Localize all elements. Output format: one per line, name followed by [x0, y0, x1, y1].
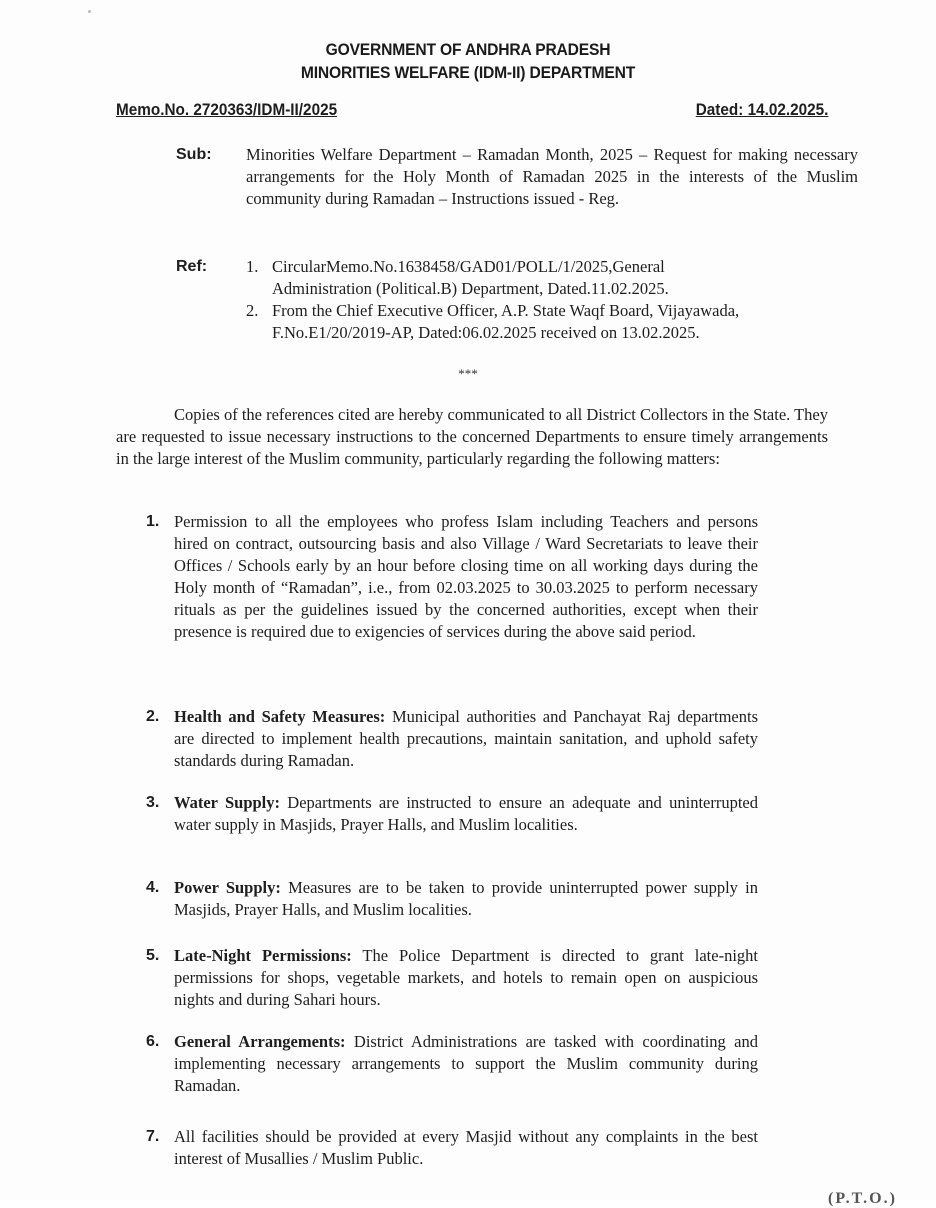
- references-list: [246, 256, 858, 344]
- memo-number: Memo.No. 2720363/IDM-II/2025: [116, 100, 338, 119]
- item-text: The Police Department is directed to grant late-night permissions for shops, vegetable markets, and hotels to remain open on auspicious nights and during Sahari hours.: [174, 946, 758, 1009]
- reference-line: Administration (Political.B) Department, Dated.11.02.2025.: [272, 279, 669, 298]
- intro-paragraph: [116, 404, 828, 470]
- instruction-item: [146, 1031, 758, 1097]
- item-number: 1.: [146, 513, 160, 530]
- item-text: District Administrations are tasked with coordinating and implementing necessary arrangements to support the Muslim community during Ramadan.: [174, 1032, 758, 1095]
- item-heading: Water Supply:: [174, 793, 281, 812]
- item-number: 2.: [146, 708, 160, 725]
- item-text: Departments are instructed to ensure an adequate and uninterrupted water supply in Masjids, Prayer Halls, and Muslim localities.: [174, 793, 758, 834]
- item-text: Municipal authorities and Panchayat Raj departments are directed to implement health precautions, maintain sanitation, and uphold safety standards during Ramadan.: [174, 707, 758, 770]
- subject-label: Sub:: [176, 146, 212, 163]
- instruction-item: [146, 877, 758, 921]
- item-number: 3.: [146, 794, 160, 811]
- scan-speck: [88, 10, 91, 13]
- references-label: Ref:: [176, 258, 208, 275]
- instruction-item: [146, 1126, 758, 1170]
- item-heading: Late-Night Permissions:: [174, 946, 352, 965]
- reference-number: 2.: [246, 301, 259, 320]
- reference-item: [246, 256, 858, 300]
- instruction-item: [146, 706, 758, 772]
- item-number: 7.: [146, 1128, 160, 1145]
- item-heading: Health and Safety Measures:: [174, 707, 386, 726]
- reference-line: F.No.E1/20/2019-AP, Dated:06.02.2025 received on 13.02.2025.: [272, 323, 700, 342]
- subject-text: Minorities Welfare Department – Ramadan Month, 2025 – Request for making necessary arrangements for the Holy Month of Ramadan 2025 in the interests of the Muslim community during Ramadan – Instructions issued - Reg.: [246, 145, 858, 208]
- item-heading: General Arrangements:: [174, 1032, 346, 1051]
- memo-date: Dated: 14.02.2025.: [695, 100, 828, 119]
- instruction-item: [146, 511, 758, 643]
- item-number: 5.: [146, 947, 160, 964]
- item-text: All facilities should be provided at every Masjid without any complaints in the best interest of Musallies / Muslim Public.: [174, 1127, 758, 1168]
- reference-line: CircularMemo.No.1638458/GAD01/POLL/1/2025,General: [272, 257, 665, 276]
- item-text: Measures are to be taken to provide uninterrupted power supply in Masjids, Prayer Halls, and Muslim localities.: [174, 878, 758, 919]
- section-separator: ***: [458, 366, 478, 381]
- item-heading: Power Supply:: [174, 878, 281, 897]
- instruction-item: [146, 792, 758, 836]
- reference-number: 1.: [246, 257, 259, 276]
- subject-block: [176, 144, 858, 210]
- item-number: 6.: [146, 1033, 160, 1050]
- intro-text: Copies of the references cited are hereby communicated to all District Collectors in the State. They are requested to issue necessary instructions to the concerned Departments to ensure timely arrangements in the large interest of the Muslim community, particularly regarding the following matters:: [116, 405, 828, 468]
- page-continuation-mark: (P.T.O.): [828, 1190, 897, 1207]
- reference-item: [246, 300, 858, 344]
- references-block: [176, 256, 858, 344]
- header-government: GOVERNMENT OF ANDHRA PRADESH: [325, 40, 611, 59]
- document-header: [37, 38, 898, 84]
- instruction-item: [146, 945, 758, 1011]
- reference-line: From the Chief Executive Officer, A.P. State Waqf Board, Vijayawada,: [272, 301, 740, 320]
- header-department: MINORITIES WELFARE (IDM-II) DEPARTMENT: [300, 63, 636, 82]
- item-text: Permission to all the employees who profess Islam including Teachers and persons hired on contract, outsourcing basis and also Village / Ward Secretariats to leave their Offices / Schools early by an hour before closing time on all working days during the Holy month of “Ramadan”, i.e., from 02.03.2025 to 30.03.2025 to perform necessary rituals as per the guidelines issued by the concerned authorities, except when their presence is required due to exigencies of services during the above said period.: [174, 512, 758, 641]
- item-number: 4.: [146, 879, 160, 896]
